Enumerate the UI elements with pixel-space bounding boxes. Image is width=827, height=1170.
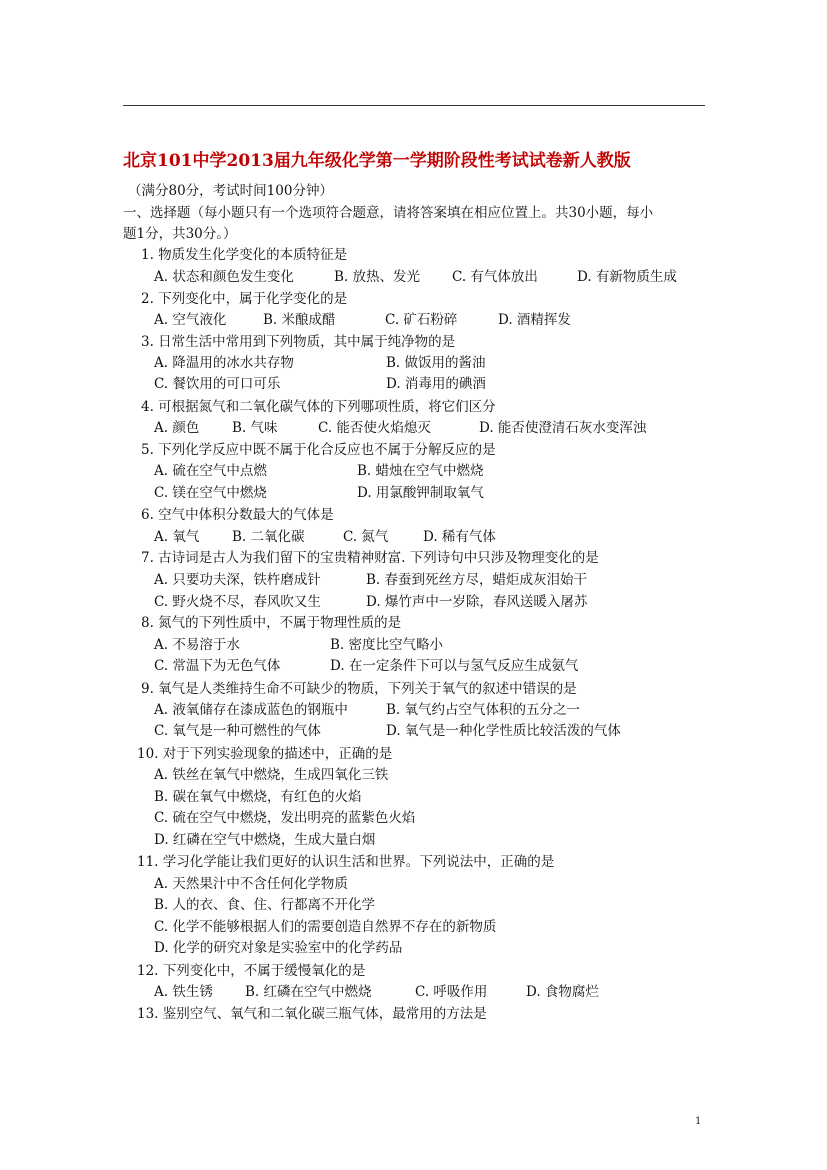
question-stem: 4. 可根据氮气和二氧化碳气体的下列哪项性质，将它们区分 bbox=[141, 399, 496, 415]
option-a: A. 空气液化 bbox=[154, 312, 227, 328]
option-b: B. 密度比空气略小 bbox=[330, 637, 444, 653]
option-b: B. 碳在氧气中燃烧，有红色的火焰 bbox=[154, 789, 362, 805]
page-number: 1 bbox=[695, 1116, 702, 1127]
option-b: B. 气味 bbox=[232, 420, 278, 436]
option-c: C. 餐饮用的可口可乐 bbox=[154, 376, 281, 392]
option-d: D. 化学的研究对象是实验室中的化学药品 bbox=[154, 940, 403, 956]
option-c: C. 氮气 bbox=[343, 529, 389, 545]
question-stem: 3. 日常生活中常用到下列物质，其中属于纯净物的是 bbox=[141, 334, 456, 350]
document-title: 北京101中学2013届九年级化学第一学期阶段性考试试卷新人教版 bbox=[123, 151, 631, 171]
question-stem: 2. 下列变化中，属于化学变化的是 bbox=[141, 291, 348, 307]
option-a: A. 颜色 bbox=[154, 420, 200, 436]
question-stem: 10. 对于下列实验现象的描述中，正确的是 bbox=[137, 746, 393, 762]
option-c: C. 镁在空气中燃烧 bbox=[154, 485, 267, 501]
option-a: A. 不易溶于水 bbox=[154, 637, 240, 653]
option-c: C. 化学不能够根据人们的需要创造自然界不存在的新物质 bbox=[154, 919, 497, 935]
option-c: C. 硫在空气中燃烧，发出明亮的蓝紫色火焰 bbox=[154, 810, 416, 826]
option-d: D. 红磷在空气中燃烧，生成大量白烟 bbox=[154, 832, 376, 848]
option-c: C. 氧气是一种可燃性的气体 bbox=[154, 723, 321, 739]
option-d: D. 食物腐烂 bbox=[526, 984, 599, 1000]
option-b: B. 红磷在空气中燃烧 bbox=[245, 984, 372, 1000]
option-d: D. 消毒用的碘酒 bbox=[386, 376, 486, 392]
question-stem: 5. 下列化学反应中既不属于化合反应也不属于分解反应的是 bbox=[141, 442, 496, 458]
option-c: C. 有气体放出 bbox=[452, 269, 538, 285]
option-b: B. 做饭用的酱油 bbox=[386, 355, 486, 371]
question-stem: 7. 古诗词是古人为我们留下的宝贵精神财富. 下列诗句中只涉及物理变化的是 bbox=[141, 550, 599, 566]
option-a: A. 只要功夫深，铁杵磨成针 bbox=[154, 572, 321, 588]
option-d: D. 在一定条件下可以与氢气反应生成氨气 bbox=[330, 658, 579, 674]
option-b: B. 人的衣、食、住、行都离不开化学 bbox=[154, 897, 376, 913]
option-a: A. 天然果汁中不含任何化学物质 bbox=[154, 876, 348, 892]
option-c: C. 能否使火焰熄灭 bbox=[318, 420, 431, 436]
question-stem: 1. 物质发生化学变化的本质特征是 bbox=[141, 247, 348, 263]
option-b: B. 氧气约占空气体积的五分之一 bbox=[386, 702, 581, 718]
option-a: A. 铁丝在氧气中燃烧，生成四氧化三铁 bbox=[154, 767, 389, 783]
question-stem: 8. 氮气的下列性质中，不属于物理性质的是 bbox=[141, 615, 402, 631]
option-b: B. 二氧化碳 bbox=[232, 529, 305, 545]
option-d: D. 用氯酸钾制取氧气 bbox=[357, 485, 484, 501]
option-b: B. 春蚕到死丝方尽，蜡炬成灰泪始干 bbox=[366, 572, 588, 588]
option-a: A. 状态和颜色发生变化 bbox=[154, 269, 294, 285]
option-a: A. 液氧储存在漆成蓝色的钢瓶中 bbox=[154, 702, 348, 718]
option-c: C. 常温下为无色气体 bbox=[154, 658, 281, 674]
question-stem: 13. 鉴别空气、氧气和二氧化碳三瓶气体，最常用的方法是 bbox=[137, 1006, 487, 1022]
option-b: B. 米酿成醋 bbox=[263, 312, 336, 328]
exam-info: （满分80分，考试时间100分钟） bbox=[128, 183, 333, 199]
option-b: B. 蜡烛在空气中燃烧 bbox=[357, 463, 484, 479]
question-stem: 11. 学习化学能让我们更好的认识生活和世界。下列说法中，正确的是 bbox=[137, 854, 555, 870]
option-a: A. 铁生锈 bbox=[154, 984, 213, 1000]
option-d: D. 氧气是一种化学性质比较活泼的气体 bbox=[386, 723, 621, 739]
header-rule bbox=[123, 105, 705, 106]
section-heading-line1: 一、选择题（每小题只有一个选项符合题意，请将答案填在相应位置上。共30小题，每小 bbox=[123, 205, 654, 221]
section-heading-line2: 题1分，共30分。） bbox=[123, 226, 237, 242]
option-a: A. 硫在空气中点燃 bbox=[154, 463, 267, 479]
option-d: D. 爆竹声中一岁除，春风送暖入屠苏 bbox=[366, 594, 588, 610]
question-stem: 12. 下列变化中，不属于缓慢氧化的是 bbox=[137, 963, 366, 979]
option-d: D. 稀有气体 bbox=[423, 529, 496, 545]
option-d: D. 酒精挥发 bbox=[498, 312, 571, 328]
option-d: D. 能否使澄清石灰水变浑浊 bbox=[479, 420, 647, 436]
question-stem: 9. 氧气是人类维持生命不可缺少的物质，下列关于氧气的叙述中错误的是 bbox=[141, 681, 577, 697]
option-b: B. 放热、发光 bbox=[334, 269, 421, 285]
question-stem: 6. 空气中体积分数最大的气体是 bbox=[141, 507, 334, 523]
option-a: A. 降温用的冰水共存物 bbox=[154, 355, 294, 371]
option-a: A. 氧气 bbox=[154, 529, 200, 545]
option-c: C. 矿石粉碎 bbox=[385, 312, 458, 328]
option-c: C. 呼吸作用 bbox=[415, 984, 488, 1000]
option-d: D. 有新物质生成 bbox=[577, 269, 677, 285]
option-c: C. 野火烧不尽，春风吹又生 bbox=[154, 594, 321, 610]
